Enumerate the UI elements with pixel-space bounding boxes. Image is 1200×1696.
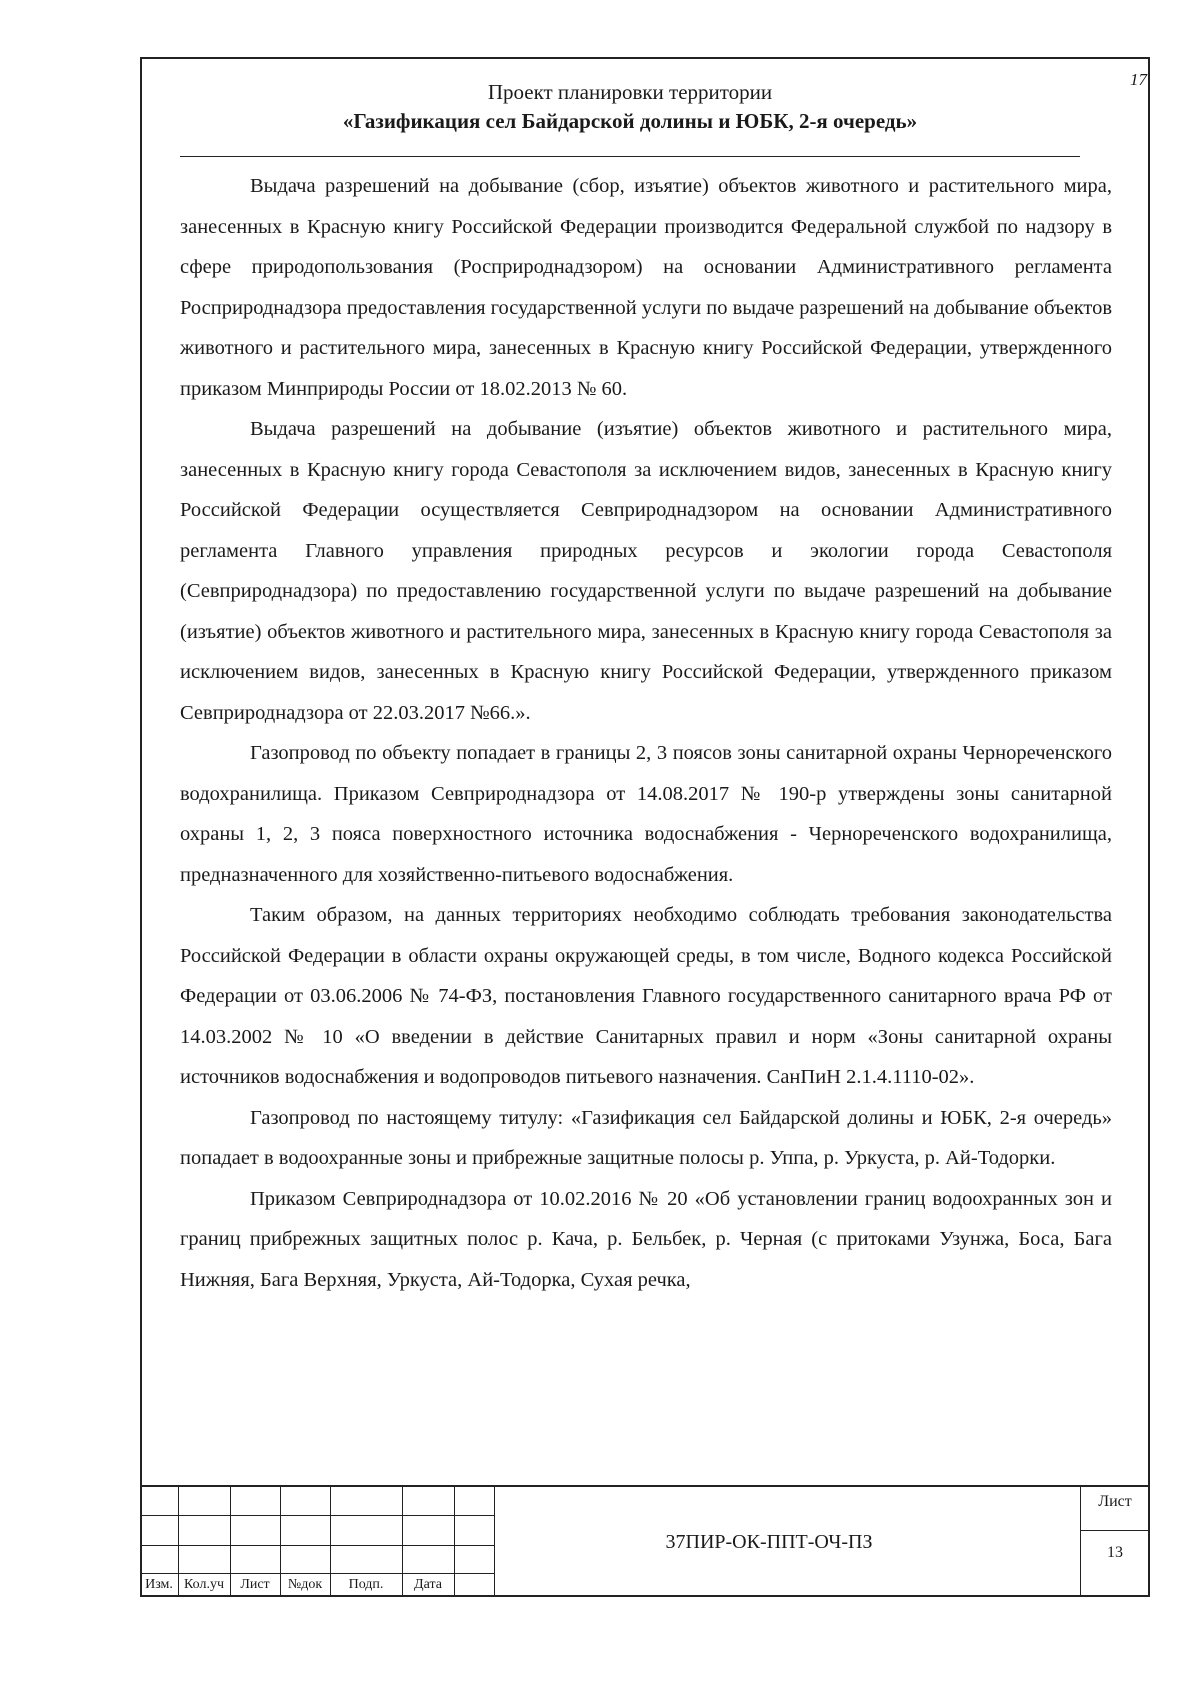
paragraph-2: Выдача разрешений на добывание (изъятие) объектов животного и растительного мира, занесенных в Красную книгу города Севастополя за исключением видов, занесенных в Красную книгу Российской Федерации осуществляется Севприроднадзором на основании Административного регламента Главного управления природных ресурсов и экологии города Севастополя (Севприроднадзора) по предоставлению государственной услуги по выдаче разрешений на добывание (изъятие) объектов животного и растительного мира, занесенных в Красную книгу города Севастополя за исключением видов, занесенных в Красную книгу Российской Федерации, утвержденного приказом Севприроднадзора от 22.03.2017 №66.». <box>180 418 1112 724</box>
header-project-name: «Газификация сел Байдарской долины и ЮБК, 2-я очередь» <box>342 109 918 133</box>
sheet-number: 13 <box>1107 1544 1123 1561</box>
stamp-col-signature: Подп. <box>348 1577 384 1592</box>
sheet-box-divider <box>1080 1530 1150 1531</box>
document-body <box>180 166 1112 1300</box>
stamp-col-date: Дата <box>414 1577 442 1592</box>
paragraph-1: Выдача разрешений на добывание (сбор, изъятие) объектов животного и растительного мира, занесенных в Красную книгу Российской Федерации производится Федеральной службой по надзору в сфере природопользования (Росприроднадзором) на основании Административного регламента Росприроднадзора предоставления государственной услуги по выдаче разрешений на добывание объектов животного и растительного мира, занесенных в Красную книгу Российской Федерации, утвержденного приказом Минприроды России от 18.02.2013 № 60. <box>180 175 1112 400</box>
document-header <box>180 78 1080 136</box>
document-code: 37ПИР-ОК-ППТ-ОЧ-ПЗ <box>665 1531 873 1553</box>
corner-page-number: 17 <box>1130 70 1147 89</box>
stamp-col-docnum: №док <box>287 1577 323 1592</box>
header-project-title: Проект планировки территории <box>487 80 773 104</box>
stamp-col-change: Изм. <box>145 1577 173 1592</box>
paragraph-6: Приказом Севприроднадзора от 10.02.2016 № 20 «Об установлении границ водоохранных зон и границ прибрежных защитных полос р. Кача, р. Бельбек, р. Черная (с притоками Узунжа, Боса, Бага Нижняя, Бага Верхняя, Уркуста, Ай-Тодорка, Сухая речка, <box>180 1187 1112 1291</box>
title-block <box>140 1485 1150 1597</box>
stamp-col-sheet: Лист <box>240 1577 270 1592</box>
revision-grid <box>140 1487 494 1597</box>
paragraph-4: Таким образом, на данных территориях необходимо соблюдать требования законодательства Российской Федерации в области охраны окружающей среды, в том числе, Водного кодекса Российской Федерации от 03.06.2006 № 74-ФЗ, постановления Главного государственного санитарного врача РФ от 14.03.2002 № 10 «О введении в действие Санитарных правил и норм «Зоны санитарной охраны источников водоснабжения и водопроводов питьевого назначения. СанПиН 2.1.4.1110-02». <box>180 904 1112 1088</box>
header-divider <box>180 156 1080 157</box>
paragraph-3: Газопровод по объекту попадает в границы 2, 3 поясов зоны санитарной охраны Чернореченского водохранилища. Приказом Севприроднадзора от 14.08.2017 № 190-р утверждены зоны санитарной охраны 1, 2, 3 пояса поверхностного источника водоснабжения - Чернореченского водохранилища, предназначенного для хозяйственно-питьевого водоснабжения. <box>180 742 1112 886</box>
paragraph-5: Газопровод по настоящему титулу: «Газификация сел Байдарской долины и ЮБК, 2-я очередь» попадает в водоохранные зоны и прибрежные защитные полосы р. Уппа, р. Уркуста, р. Ай-Тодорки. <box>180 1106 1112 1169</box>
sheet-label: Лист <box>1098 1493 1132 1510</box>
sheet-box-border <box>1080 1485 1081 1597</box>
stamp-col-count: Кол.уч <box>184 1577 224 1592</box>
